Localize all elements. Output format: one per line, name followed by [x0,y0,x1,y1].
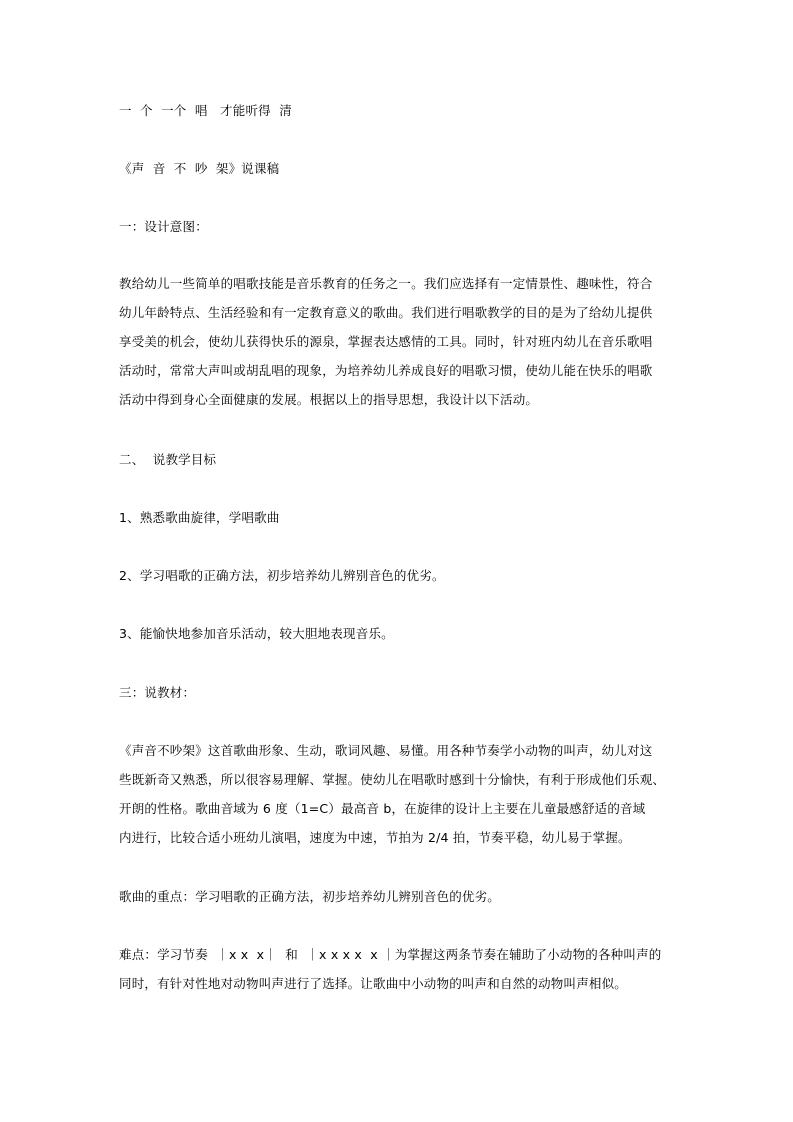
goal-item-3: 3、能愉快地参加音乐活动，较大胆地表现音乐。 [119,626,394,641]
paragraph-line: 教给幼儿一些简单的唱歌技能是音乐教育的任务之一。我们应选择有一定情景性、趣味性，符合 [119,276,653,291]
key-point: 歌曲的重点：学习唱歌的正确方法，初步培养幼儿辨别音色的优劣。 [119,889,501,904]
paragraph-line: 些既新奇又熟悉，所以很容易理解、掌握。使幼儿在唱歌时感到十分愉快，有利于形成他们乐观、 [119,772,666,787]
paragraph-line: 活动时，常常大声叫或胡乱唱的现象，为培养幼儿养成良好的唱歌习惯，使幼儿能在快乐的唱歌 [119,363,653,378]
goal-item-1: 1、熟悉歌曲旋律，学唱歌曲 [119,510,280,525]
goal-item-2: 2、学习唱歌的正确方法，初步培养幼儿辨别音色的优劣。 [119,568,445,583]
paragraph-line: 《声音不吵架》这首歌曲形象、生动，歌词风趣、易懂。用各种节奏学小动物的叫声，幼儿对这 [119,743,653,758]
paragraph-line: 同时，有针对性地对动物叫声进行了选择。让歌曲中小动物的叫声和自然的动物叫声相似。 [119,976,628,991]
heading-line: 一 个 一个 唱 才能听得 清 [119,103,292,118]
paragraph-line: 开朗的性格。歌曲音域为 6 度（1=C）最高音 b，在旋律的设计上主要在儿童最感舒适的音域 [119,801,646,816]
section2-heading: 二、 说教学目标 [119,452,217,467]
paragraph-line: 幼儿年龄特点、生活经验和有一定教育意义的歌曲。我们进行唱歌教学的目的是为了给幼儿提供 [119,305,653,320]
document-title: 《声 音 不 吵 架》说课稿 [119,161,280,176]
section1-paragraph [119,276,679,421]
section1-heading: 一：设计意图： [119,219,208,234]
section3-heading: 三：说教材： [119,685,196,700]
section3-paragraph [119,743,679,859]
paragraph-line: 享受美的机会，使幼儿获得快乐的源泉，掌握表达感情的工具。同时，针对班内幼儿在音乐歌唱 [119,334,653,349]
difficulty-paragraph [119,947,679,1005]
paragraph-line: 内进行，比较合适小班幼儿演唱，速度为中速，节拍为 2/4 拍，节奏平稳，幼儿易于掌握。 [119,830,631,845]
paragraph-line: 活动中得到身心全面健康的发展。根据以上的指导思想，我设计以下活动。 [119,392,539,407]
paragraph-line: 难点：学习节奏 ｜x x x｜ 和 ｜x x x x x ｜为掌握这两条节奏在辅助了小动物的各种叫声的 [119,947,662,962]
